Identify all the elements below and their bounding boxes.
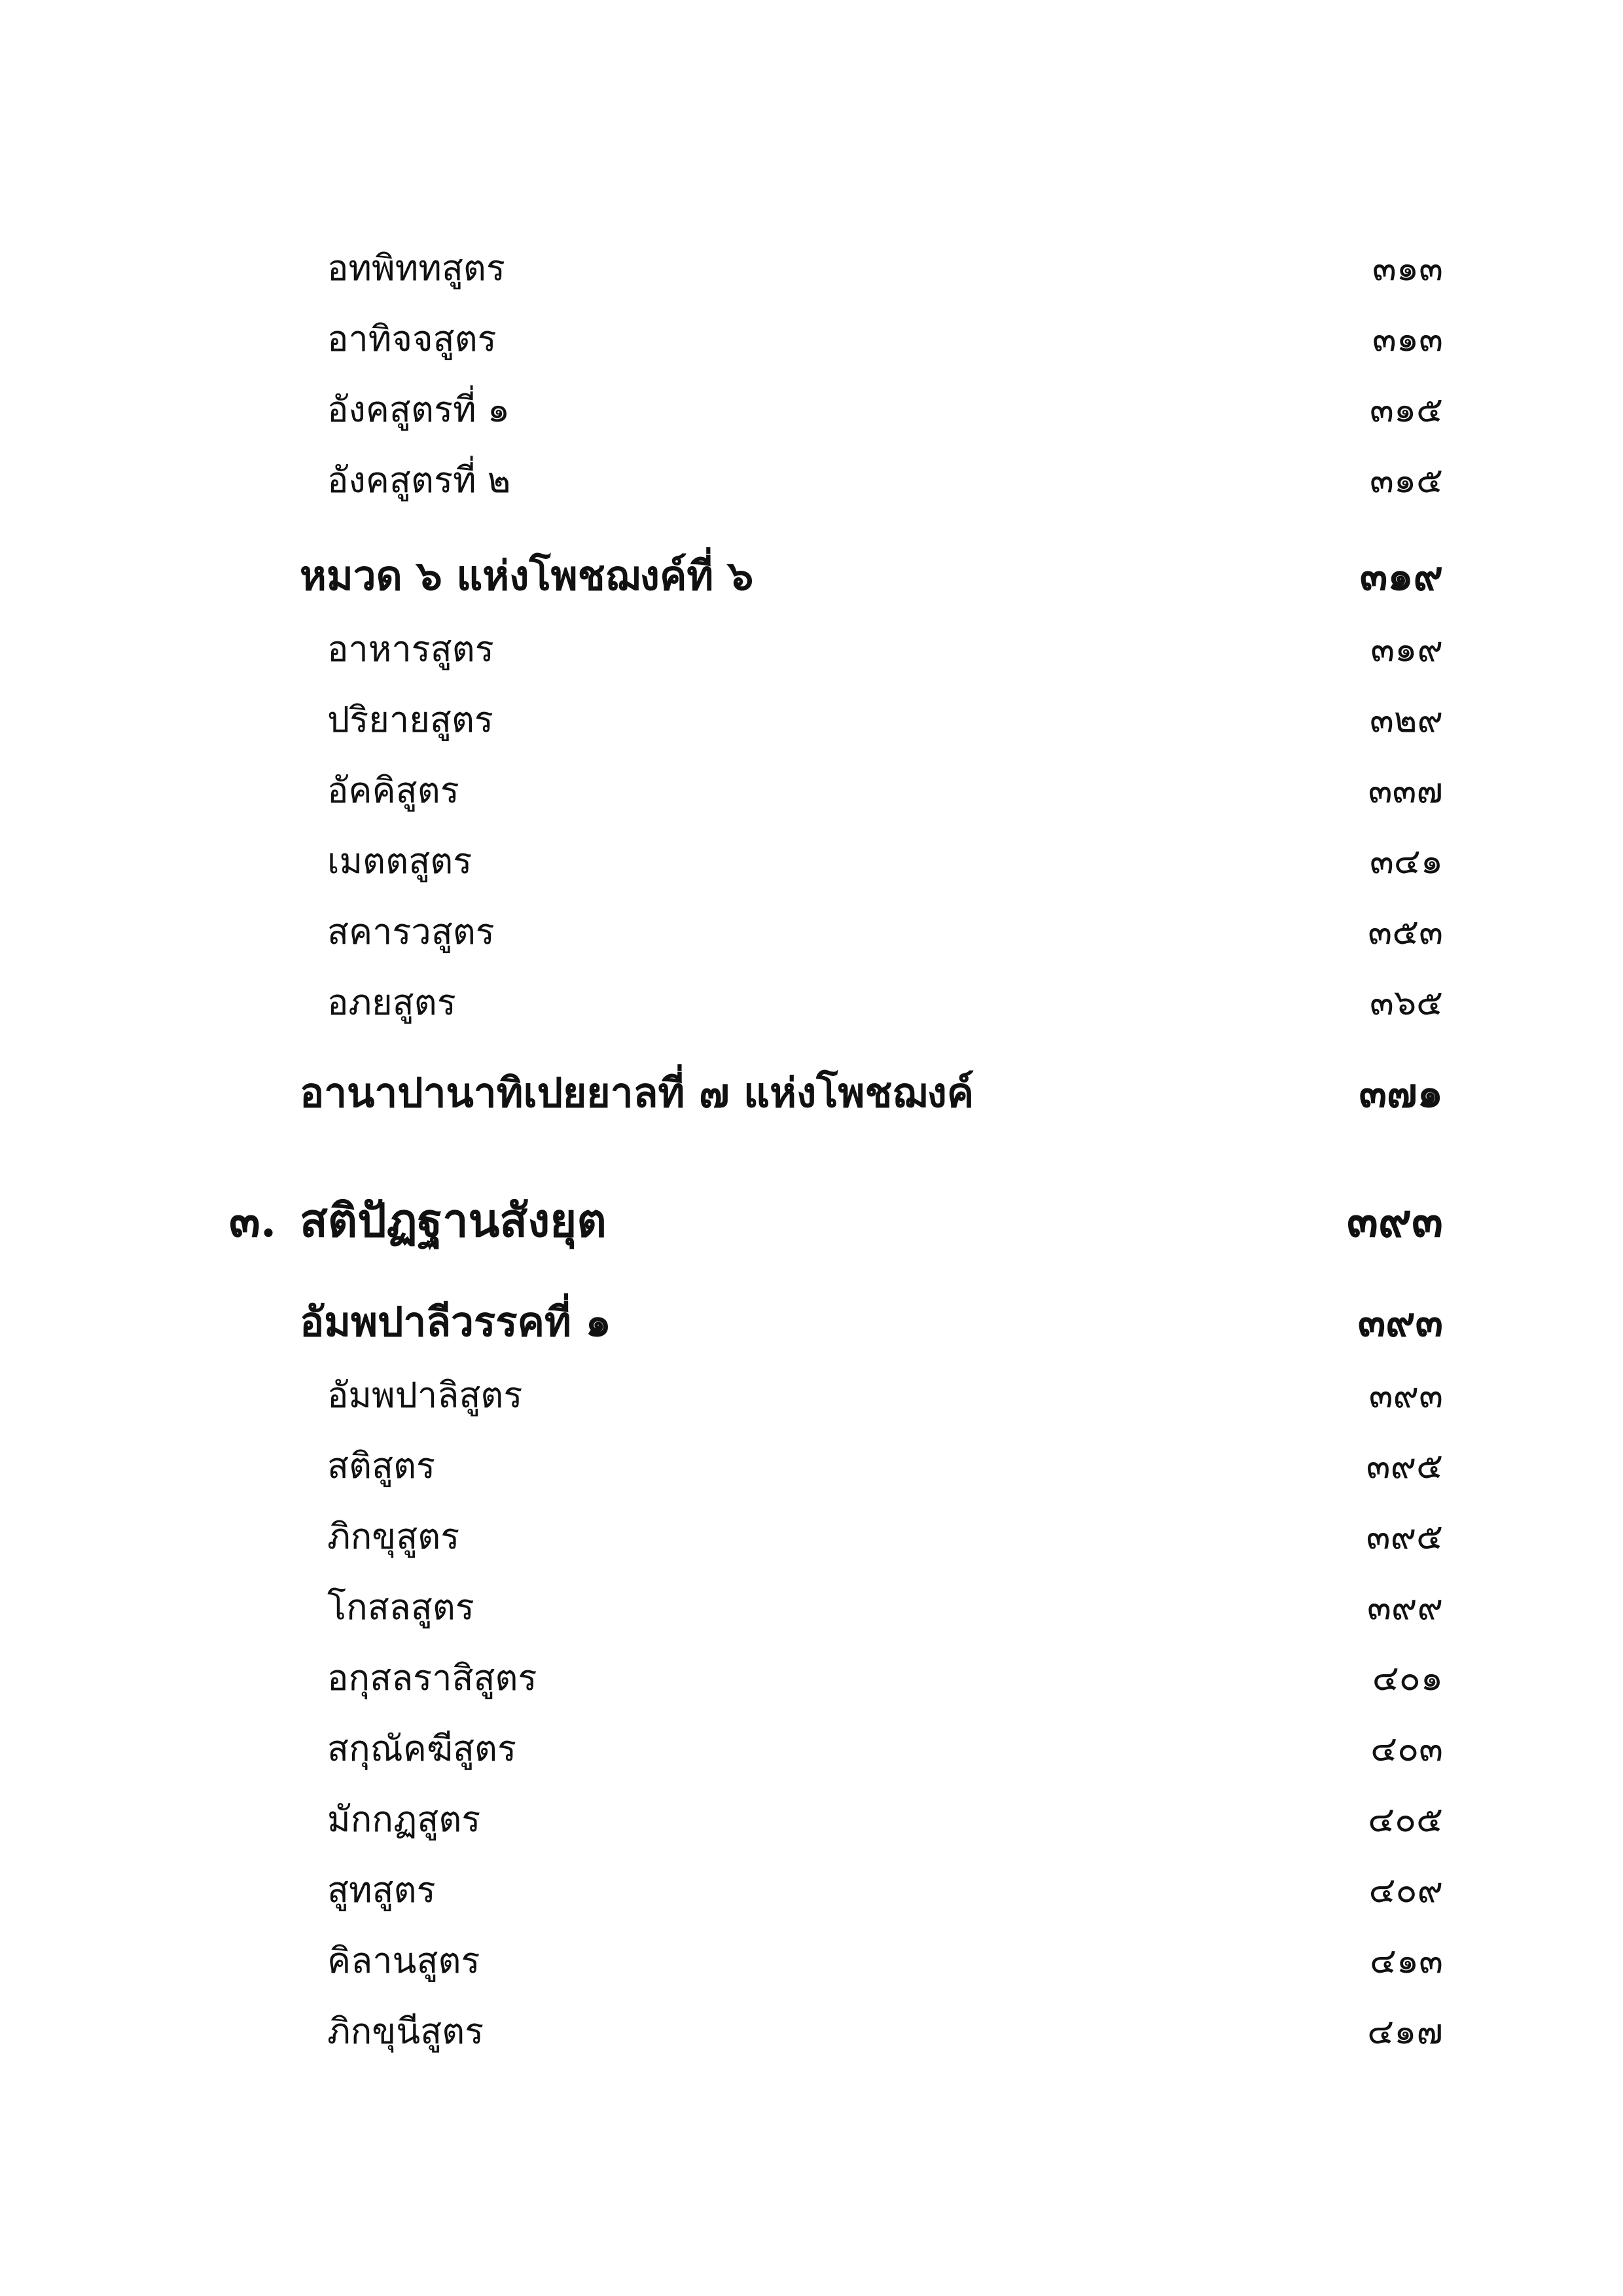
toc-entry-title: สคารวสูตร <box>327 911 495 952</box>
toc-entry-page: ๔๐๙ <box>1368 1869 1443 1910</box>
toc-entry-title: คิลานสูตร <box>327 1940 480 1981</box>
toc-entry <box>327 1363 1443 1428</box>
toc-entry-page: ๔๑๗ <box>1367 2011 1443 2052</box>
toc-entry-title: สูทสูตร <box>327 1869 436 1910</box>
toc-section-title: สติปัฏฐานสังยุต <box>300 1193 607 1247</box>
toc-entry-title: อกุสลราสิสูตร <box>327 1657 537 1698</box>
toc-entry-page: ๓๒๙ <box>1369 699 1443 740</box>
toc-entry-page: ๓๑๓ <box>1372 318 1443 359</box>
toc-subsection-heading <box>300 1289 1443 1355</box>
toc-entry-title: ปริยายสูตร <box>327 699 493 740</box>
toc-entry <box>327 899 1443 965</box>
toc-subsection-heading <box>300 1060 1443 1126</box>
toc-section-page: ๓๙๓ <box>1347 1193 1443 1247</box>
toc-entry <box>327 1928 1443 1994</box>
toc-entry <box>327 1575 1443 1640</box>
toc-heading-title: หมวด ๖ แห่งโพชฌงค์ที่ ๖ <box>300 552 754 600</box>
toc-entry-page: ๓๑๙ <box>1370 628 1443 670</box>
toc-entry-title: โกสลสูตร <box>327 1587 474 1628</box>
toc-entry-page: ๔๐๓ <box>1370 1728 1443 1769</box>
toc-entry <box>327 1857 1443 1923</box>
toc-entry <box>327 1787 1443 1852</box>
toc-entry-title: ภิกขุสูตร <box>327 1516 460 1557</box>
toc-entry <box>327 758 1443 823</box>
toc-entry <box>327 448 1443 513</box>
toc-heading-title: อานาปานาทิเปยยาลที่ ๗ แห่งโพชฌงค์ <box>300 1069 974 1117</box>
toc-entry-title: สกุณัคฆีสูตร <box>327 1728 516 1769</box>
toc-entry-title: สติสูตร <box>327 1445 436 1486</box>
toc-entry <box>327 687 1443 753</box>
toc-entry-title: มักกฏสูตร <box>327 1799 481 1840</box>
toc-entry <box>327 829 1443 894</box>
toc-entry-title: อทพิททสูตร <box>327 247 505 289</box>
toc-entry <box>327 1433 1443 1499</box>
toc-entry-page: ๓๑๕ <box>1369 459 1443 501</box>
toc-subsection-heading <box>300 543 1443 609</box>
toc-entry-title: อังคสูตรที่ ๑ <box>327 389 510 430</box>
toc-entry-page: ๓๙๕ <box>1366 1516 1443 1557</box>
toc-entry-title: อัมพปาลิสูตร <box>327 1374 523 1416</box>
toc-entry-page: ๓๙๕ <box>1366 1445 1443 1486</box>
toc-entry <box>327 236 1443 301</box>
toc-entry-page: ๓๙๓ <box>1368 1374 1443 1416</box>
toc-section-number: ๓. <box>229 1193 277 1247</box>
toc-entry <box>327 377 1443 442</box>
toc-heading-page: ๓๗๑ <box>1359 1069 1443 1117</box>
toc-entry <box>327 1999 1443 2064</box>
toc-entry-page: ๔๑๓ <box>1369 1940 1443 1981</box>
toc-entry-title: อาหารสูตร <box>327 628 494 670</box>
toc-heading-page: ๓๙๓ <box>1357 1298 1443 1346</box>
toc-entry-page: ๓๑๕ <box>1369 389 1443 430</box>
toc-entry-page: ๓๖๕ <box>1369 982 1443 1023</box>
toc-entry-page: ๔๐๑ <box>1372 1657 1443 1698</box>
toc-entry-title: อาทิจจสูตร <box>327 318 497 359</box>
toc-entry-page: ๓๙๙ <box>1366 1587 1443 1628</box>
toc-entry-title: อังคสูตรที่ ๒ <box>327 459 511 501</box>
toc-heading-title: อัมพปาลีวรรคที่ ๑ <box>300 1298 611 1346</box>
toc-entry-page: ๓๑๓ <box>1372 247 1443 289</box>
toc-entry-page: ๔๐๕ <box>1368 1799 1443 1840</box>
toc-entry-page: ๓๔๑ <box>1369 840 1443 882</box>
toc-entry-title: อภยสูตร <box>327 982 456 1023</box>
toc-entry-page: ๓๓๗ <box>1368 770 1443 811</box>
toc-entry-page: ๓๕๓ <box>1368 911 1443 952</box>
toc-entry <box>327 1716 1443 1782</box>
toc-entry <box>327 1504 1443 1570</box>
toc-entry <box>327 617 1443 682</box>
toc-entry-title: เมตตสูตร <box>327 840 473 882</box>
toc-entry-title: ภิกขุนีสูตร <box>327 2011 484 2052</box>
toc-entry <box>327 1645 1443 1711</box>
toc-entry-title: อัคคิสูตร <box>327 770 459 811</box>
toc-entry <box>327 306 1443 372</box>
toc-heading-page: ๓๑๙ <box>1359 552 1443 600</box>
toc-section-heading <box>229 1188 1443 1253</box>
toc-entry <box>327 970 1443 1035</box>
